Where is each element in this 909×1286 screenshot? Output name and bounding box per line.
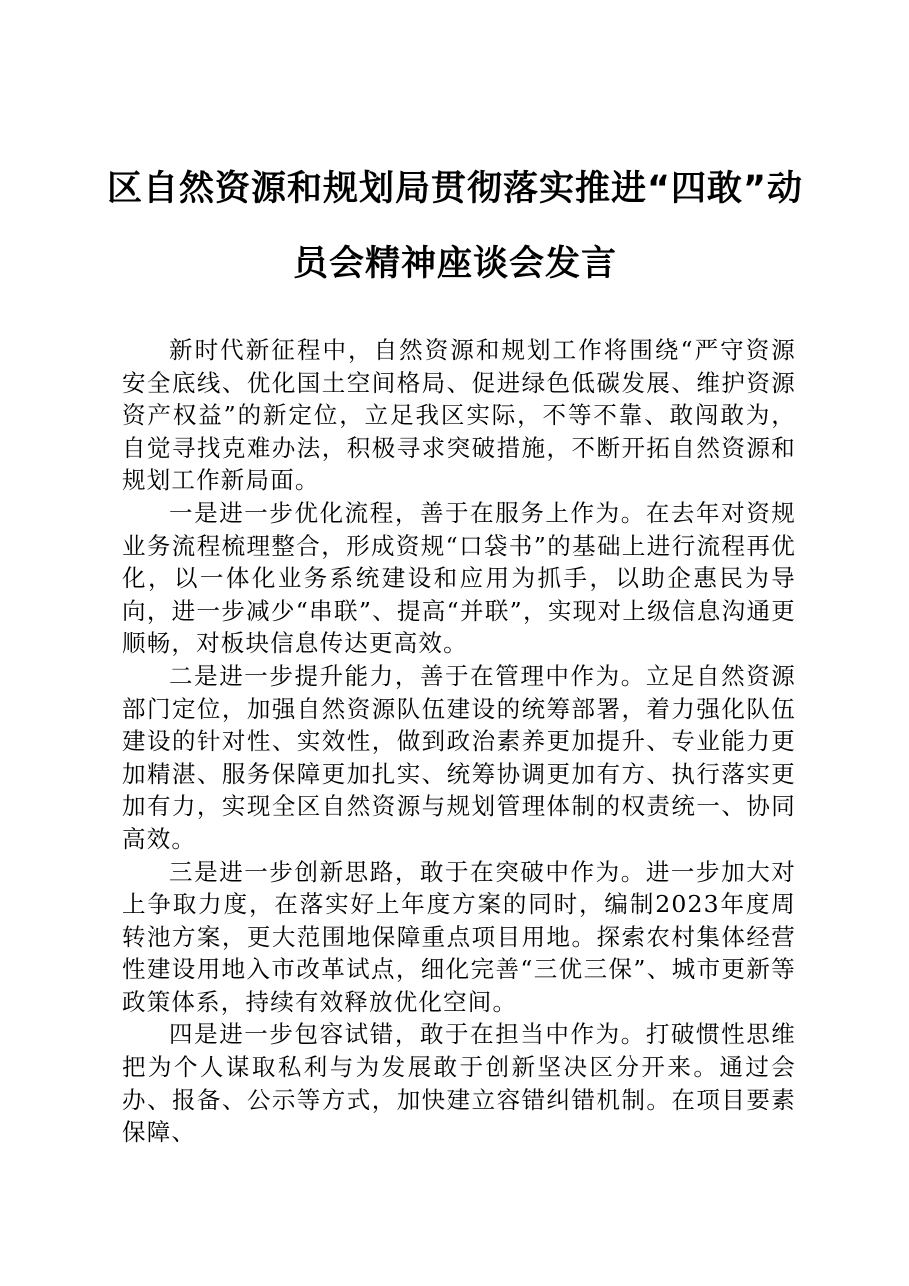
paragraph-point-2: 二是进一步提升能力，善于在管理中作为。立足自然资源部门定位，加强自然资源队伍建设的统筹部署，着力强化队伍建设的针对性、实效性，做到政治素养更加提升、专业能力更加精湛、服务保障更加扎实、统筹协调更加有方、执行落实更加有力，实现全区自然资源与规划管理体制的权责统一、协同高效。 [122,661,796,853]
paragraph-point-3: 三是进一步创新思路，敢于在突破中作为。进一步加大对上争取力度，在落实好上年度方案的同时，编制2023年度周转池方案，更大范围地保障重点项目用地。探索农村集体经营性建设用地入市改革试点，细化完善“三优三保”、城市更新等政策体系，持续有效释放优化空间。 [122,857,796,1016]
paragraph-point-4: 四是进一步包容试错，敢于在担当中作为。打破惯性思维把为个人谋取私利与为发展敢于创新坚决区分开来。通过会办、报备、公示等方式，加快建立容错纠错机制。在项目要素保障、 [122,1020,796,1147]
document-title: 区自然资源和规划局贯彻落实推进“四敢”动员会精神座谈会发言 [106,169,803,284]
paragraph-point-1: 一是进一步优化流程，善于在服务上作为。在去年对资规业务流程梳理整合，形成资规“口袋书”的基础上进行流程再优化，以一体化业务系统建设和应用为抓手，以助企惠民为导向，进一步减少“串联”、提高“并联”，实现对上级信息沟通更顺畅，对板块信息传达更高效。 [122,498,796,658]
document-body [122,334,796,1149]
paragraph-intro: 新时代新征程中，自然资源和规划工作将围绕“严守资源安全底线、优化国土空间格局、促进绿色低碳发展、维护资源资产权益”的新定位，立足我区实际，不等不靠、敢闯敢为，自觉寻找克难办法，积极寻求突破措施，不断开拓自然资源和规划工作新局面。 [122,336,796,495]
